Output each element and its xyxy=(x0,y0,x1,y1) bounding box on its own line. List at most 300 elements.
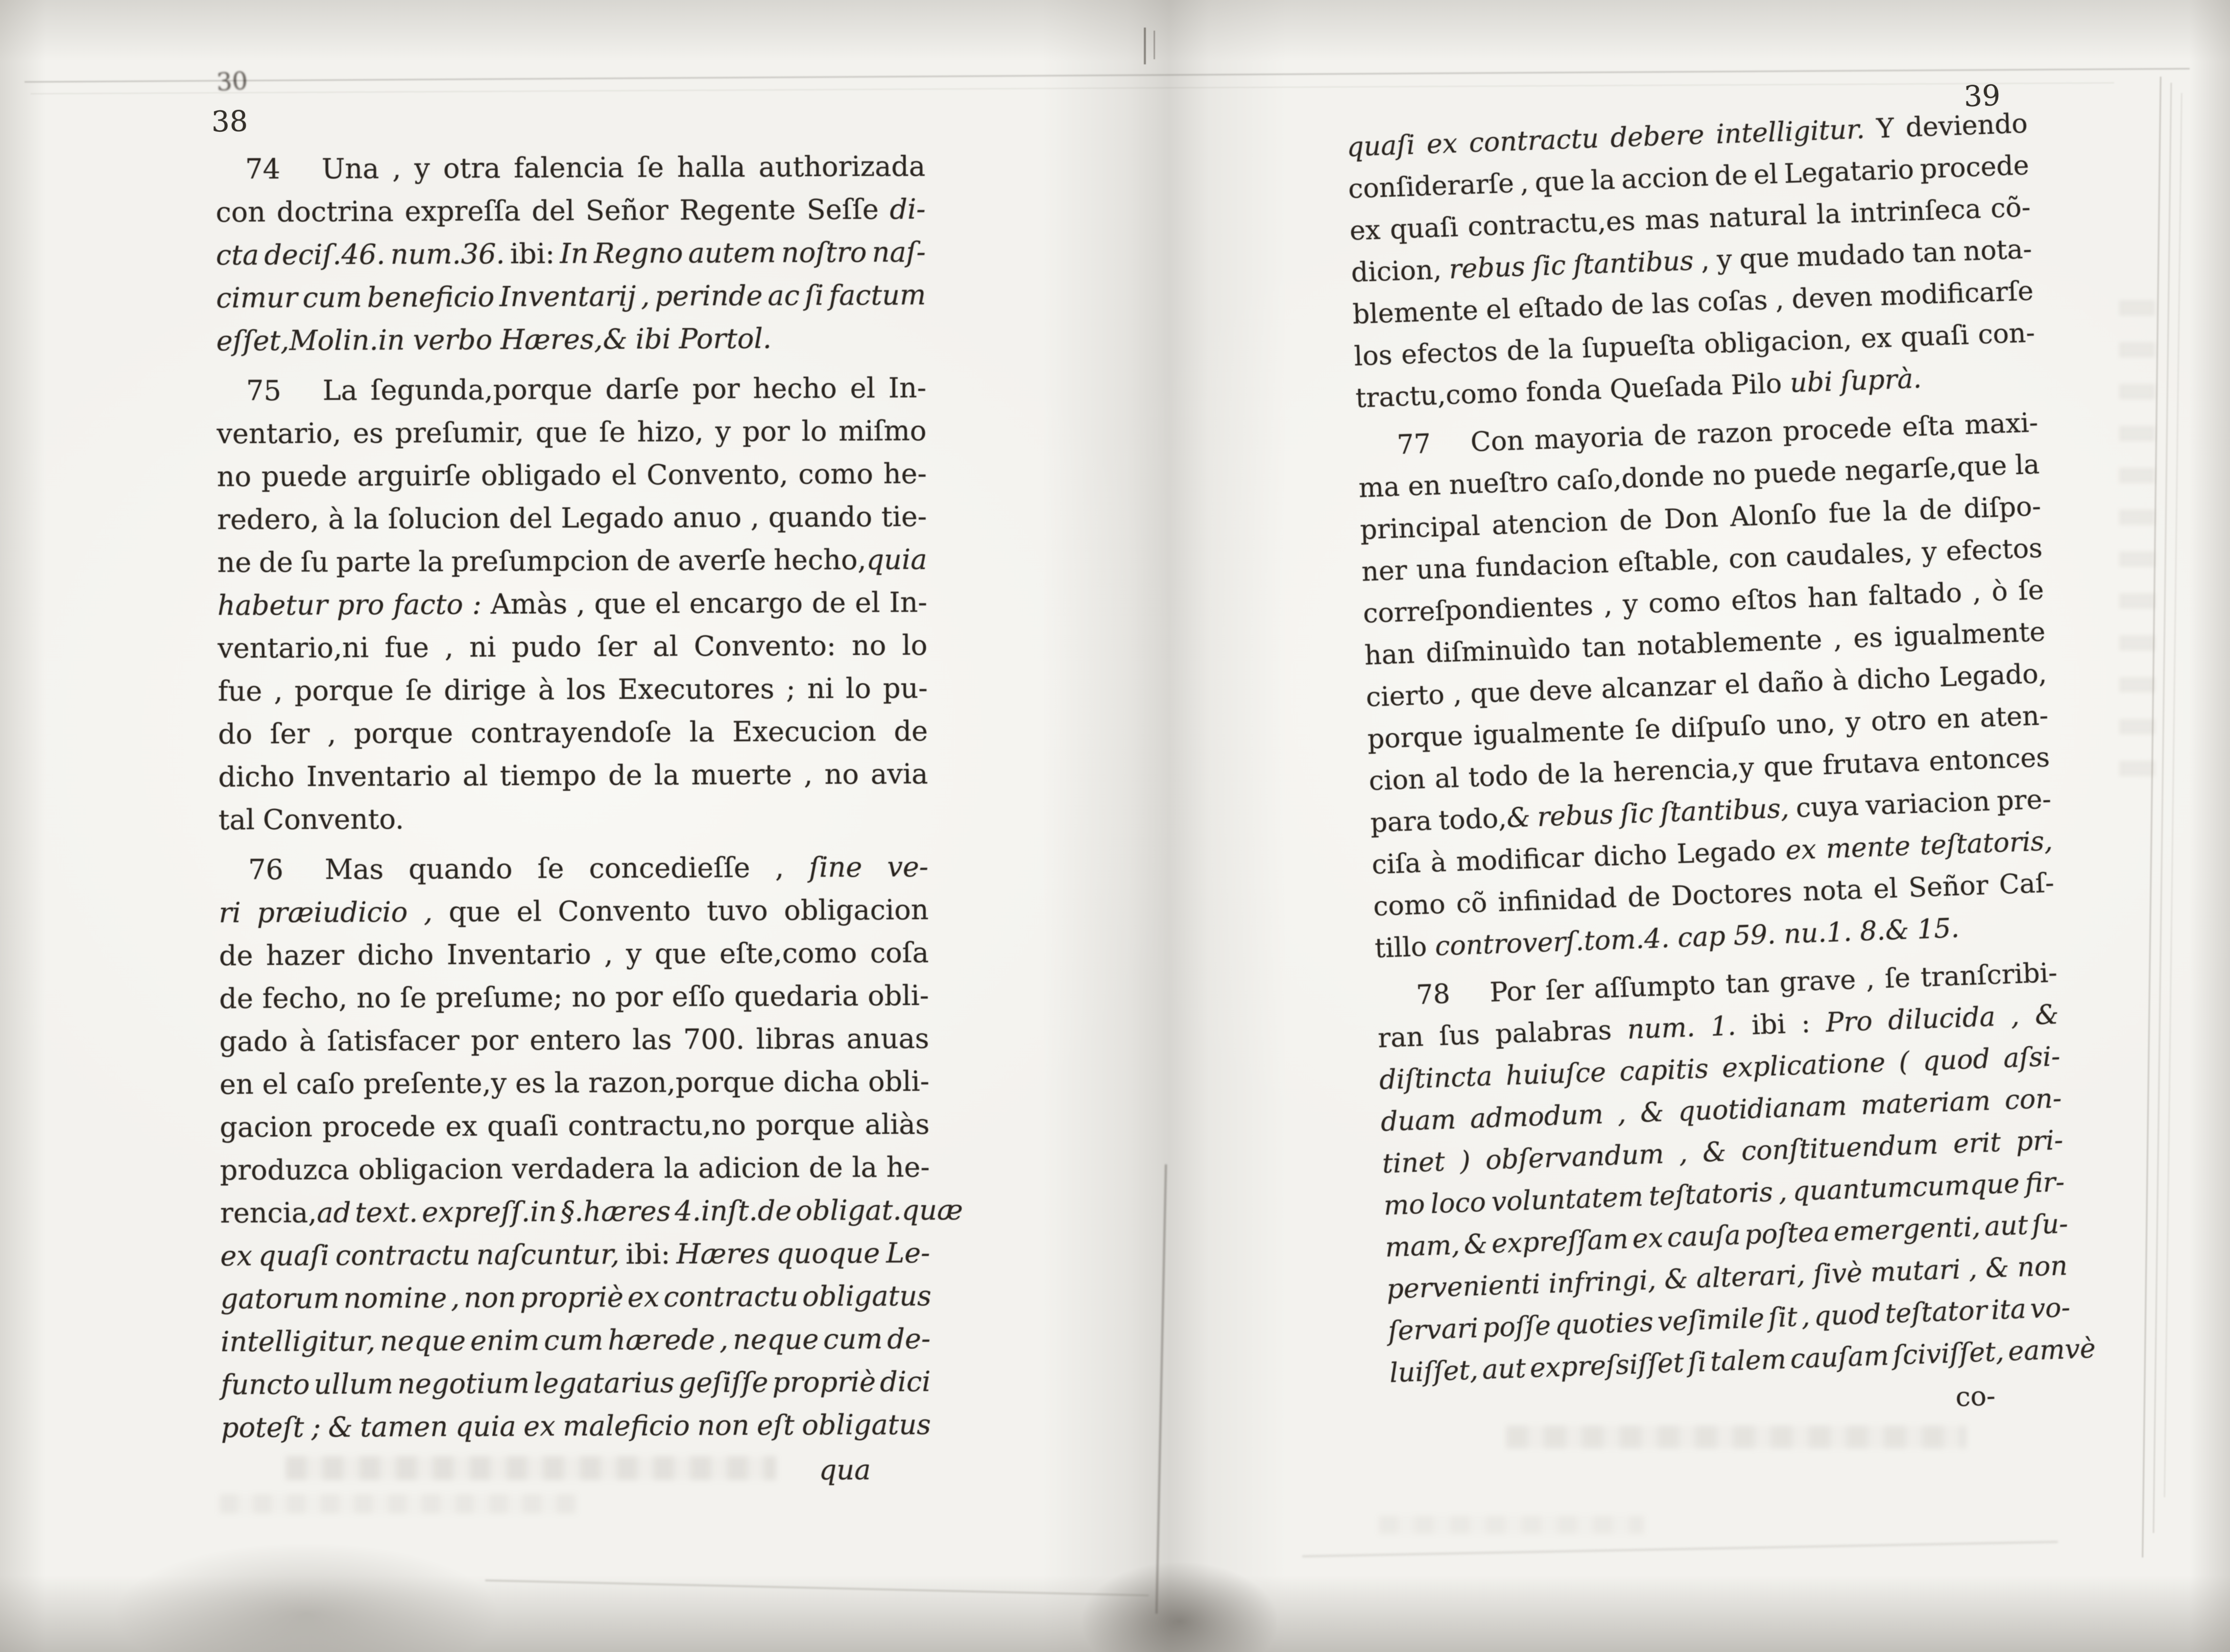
word-token: que xyxy=(594,587,646,620)
gutter-tick-mark xyxy=(1154,31,1155,59)
word-token: porque xyxy=(755,1108,855,1141)
word-token: ſe xyxy=(637,151,664,184)
word-token: ſi xyxy=(804,279,824,312)
word-token: las xyxy=(1651,288,1690,320)
word-token: igualmente xyxy=(1473,715,1625,752)
word-token: habetur xyxy=(217,589,328,621)
bottom-left-shadow xyxy=(112,1542,500,1652)
word-token: porque xyxy=(294,674,394,707)
word-token: ſciviſſet, xyxy=(1892,1336,2005,1372)
word-token: , xyxy=(604,938,613,970)
word-token: quaſi xyxy=(258,1239,329,1272)
word-token: contrayendoſe xyxy=(470,716,672,749)
word-token: & xyxy=(1984,1253,2010,1284)
paragraph xyxy=(219,846,963,1449)
word-token: preſumpcion xyxy=(451,544,629,578)
word-token: neque xyxy=(733,1323,819,1356)
word-token: 4.inſt.de xyxy=(675,1194,792,1228)
word-token: ad xyxy=(317,1196,351,1229)
word-token: nomine xyxy=(343,1282,447,1314)
word-token: fue xyxy=(385,631,429,664)
word-token: à xyxy=(299,1025,316,1058)
word-token: los xyxy=(566,673,606,706)
page-top-edge-line-faint xyxy=(31,82,2114,94)
word-token: , xyxy=(1833,624,1843,655)
word-token: ſic xyxy=(1619,798,1654,830)
word-token: de xyxy=(1506,335,1540,367)
word-token: naſcuntur, xyxy=(476,1238,620,1271)
word-token: faltado xyxy=(1867,578,1963,612)
word-token: falencia xyxy=(514,151,625,184)
word-token: puede xyxy=(1753,456,1837,490)
word-token: non xyxy=(464,1281,516,1314)
word-token: Legatario xyxy=(1783,154,1914,190)
page-top-edge-line xyxy=(25,68,2190,83)
word-token: fundacion xyxy=(1475,548,1610,584)
word-token: & xyxy=(1506,802,1531,834)
word-token: nota- xyxy=(1962,234,2033,267)
word-token: legatarius xyxy=(533,1367,675,1400)
word-token: propriè xyxy=(520,1281,624,1314)
word-token: , xyxy=(576,587,586,620)
word-token: ni xyxy=(469,631,496,663)
word-token: por xyxy=(615,980,663,1013)
word-token: pu- xyxy=(882,672,928,705)
word-token: , xyxy=(1603,590,1613,621)
word-token: atencion xyxy=(1491,506,1609,541)
word-token: Hæres,& xyxy=(500,323,628,356)
word-token: procede xyxy=(1920,150,2030,185)
word-token: cum xyxy=(823,1323,883,1355)
text-line xyxy=(217,452,927,498)
word-token: ſe xyxy=(1634,714,1661,746)
word-token: , xyxy=(1678,1138,1688,1169)
word-token: noſtro xyxy=(781,236,867,269)
word-token: à xyxy=(538,674,555,706)
word-token: Legado xyxy=(561,501,664,535)
word-token: y xyxy=(715,415,731,448)
word-token: lo xyxy=(902,629,928,662)
text-line xyxy=(216,317,926,363)
word-token: alterari, xyxy=(1695,1260,1806,1295)
text-line xyxy=(218,753,928,799)
word-token: text. xyxy=(355,1196,418,1229)
word-token: §.hæres xyxy=(561,1195,671,1228)
word-token: ventario,ni xyxy=(218,631,369,664)
word-token: Señor xyxy=(585,194,668,227)
gutter-shadow xyxy=(1042,0,1287,1652)
text-line xyxy=(221,1318,930,1363)
word-token: como xyxy=(1373,889,1446,923)
word-token: ; xyxy=(786,673,796,705)
word-token: tuvo xyxy=(707,894,768,927)
word-token: obligacion xyxy=(784,893,929,927)
word-token: eſte,como xyxy=(719,937,857,970)
word-token: , xyxy=(392,152,401,185)
word-token: pervenienti xyxy=(1386,1269,1541,1305)
word-token: quantumcumque xyxy=(1792,1168,2020,1207)
word-token: accion xyxy=(1621,161,1709,196)
word-token: perinde xyxy=(655,279,763,313)
word-token: parte xyxy=(336,545,411,578)
word-token: otra xyxy=(443,152,501,185)
word-token: gacion xyxy=(220,1111,313,1143)
word-token: enim xyxy=(470,1324,540,1357)
word-token: dici xyxy=(880,1365,931,1398)
word-token: eſta xyxy=(1902,410,1955,443)
word-token: no xyxy=(1712,460,1746,492)
word-token: 8.& xyxy=(1859,915,1910,947)
text-line xyxy=(218,581,927,627)
word-token: neque xyxy=(379,1324,466,1357)
word-token: intrinſeca xyxy=(1850,194,1982,229)
word-token: ibi: xyxy=(626,1238,670,1271)
word-token: obligacion, xyxy=(1704,324,1853,360)
word-token: doctrina xyxy=(276,195,394,228)
word-token: cta xyxy=(215,238,259,271)
word-token: teſtator xyxy=(1884,1295,1988,1330)
text-line xyxy=(221,1360,930,1406)
word-token: ſegunda,porque xyxy=(370,373,592,406)
word-token: anuo xyxy=(673,501,742,534)
word-token: uno, xyxy=(1776,708,1836,741)
word-token: y xyxy=(626,938,642,970)
text-line xyxy=(219,931,929,977)
word-token: fue xyxy=(1828,497,1872,530)
word-token: contractu xyxy=(663,1280,799,1313)
word-token: 1. xyxy=(1710,1011,1737,1043)
word-token: dicho xyxy=(357,939,434,971)
word-token: daño xyxy=(1757,666,1825,700)
word-token: præiudicio xyxy=(257,896,408,929)
word-token: expreſſam xyxy=(1491,1224,1629,1260)
word-token: averſe xyxy=(678,544,766,577)
word-token: Caſ- xyxy=(1998,868,2055,901)
word-token: ibi xyxy=(1751,1009,1786,1041)
page-number-right: 39 xyxy=(1963,79,2001,114)
word-token: ſer xyxy=(597,630,637,663)
word-token: 15. xyxy=(1916,913,1960,945)
word-token: dicho xyxy=(218,760,295,793)
word-token: muerte xyxy=(691,758,793,791)
word-token: quia xyxy=(866,543,927,576)
word-token: quando xyxy=(768,500,873,534)
right-edge-shadow xyxy=(2189,0,2230,1652)
text-line xyxy=(218,710,928,756)
word-token: eſſet,Molin.in xyxy=(216,324,405,357)
word-token: In xyxy=(560,237,589,270)
word-token: , xyxy=(641,280,650,313)
word-token: eſſo xyxy=(672,980,726,1013)
word-token: talem xyxy=(1710,1344,1787,1378)
word-token: en xyxy=(1936,703,1971,735)
word-token: infringi, xyxy=(1548,1265,1657,1300)
text-line xyxy=(220,1146,930,1192)
word-token: es xyxy=(352,417,383,449)
word-token: una xyxy=(1416,553,1467,586)
word-token: por xyxy=(742,415,790,448)
paragraph xyxy=(1356,402,2056,970)
text-line xyxy=(220,1189,963,1235)
page-number-left: 38 xyxy=(211,105,248,139)
ghost-page-number: 30 xyxy=(215,66,249,97)
left-page-text-block xyxy=(215,145,963,1494)
word-token: entero xyxy=(530,1023,621,1057)
word-token: Regente xyxy=(679,194,796,227)
word-token: ſe xyxy=(537,852,564,885)
word-token: Queſada xyxy=(1609,370,1723,405)
word-token: en xyxy=(219,1068,254,1100)
word-token: la xyxy=(654,759,680,792)
word-token: hecho xyxy=(753,372,837,405)
word-token: ex xyxy=(523,1410,556,1443)
word-token: variacion xyxy=(1865,786,1991,822)
word-token: aut xyxy=(1984,1210,2029,1242)
word-token: tan xyxy=(1725,968,1770,1000)
text-line xyxy=(218,667,927,713)
word-token: ſu xyxy=(300,546,329,579)
word-token: que xyxy=(1739,242,1790,275)
word-token: nueſtro xyxy=(1448,466,1549,501)
word-token: poteſt xyxy=(221,1411,304,1444)
word-token: de xyxy=(1714,160,1748,192)
word-token: dicha xyxy=(783,1065,860,1098)
word-token: In- xyxy=(888,371,927,404)
word-token: cum xyxy=(302,281,362,314)
word-token: non xyxy=(697,1409,750,1442)
word-token: , xyxy=(2010,1001,2020,1032)
word-token: no xyxy=(217,460,252,493)
word-token: he- xyxy=(883,457,927,490)
word-token: el xyxy=(1724,669,1749,701)
word-token: deve xyxy=(1528,674,1593,708)
word-token: y xyxy=(1716,244,1733,276)
word-token: negarſe,que xyxy=(1844,450,2008,487)
word-token: y xyxy=(1845,707,1861,738)
word-token: que xyxy=(448,895,501,928)
word-token: à xyxy=(1430,847,1447,879)
word-token: el xyxy=(611,459,637,491)
word-token: ſit xyxy=(1767,1302,1798,1334)
word-token: fonda xyxy=(1525,374,1602,409)
word-token: el xyxy=(1485,294,1511,326)
word-token: & xyxy=(1463,1229,1489,1261)
word-token: hecho,quia xyxy=(774,543,927,577)
word-token: geſiſſe xyxy=(678,1366,769,1399)
word-token: ex xyxy=(1860,322,1892,355)
word-token: ventario, xyxy=(217,417,342,450)
word-token: ac xyxy=(768,279,800,312)
text-line xyxy=(219,889,928,935)
word-token: tillo xyxy=(1374,931,1428,965)
word-token: tractu,como xyxy=(1355,377,1519,414)
word-token: aſsi- xyxy=(2003,1041,2061,1074)
word-token: mutari xyxy=(1870,1254,1961,1288)
word-token: ullum xyxy=(314,1368,394,1401)
word-token: ſe xyxy=(1884,963,1911,995)
word-token: ſer xyxy=(270,717,310,750)
word-token: quaſi xyxy=(487,1110,559,1142)
word-token: obligado xyxy=(481,459,602,492)
word-token: , xyxy=(423,896,433,928)
word-token: de xyxy=(259,546,293,579)
word-token: quod xyxy=(1813,1299,1882,1332)
word-token: , xyxy=(327,717,337,750)
word-token: de xyxy=(1919,494,1953,526)
word-token: ex xyxy=(627,1281,660,1313)
word-token: preſume; xyxy=(436,981,563,1014)
word-token: cierto xyxy=(1365,679,1445,713)
word-token: halla xyxy=(677,151,746,184)
word-token: ni xyxy=(807,672,834,705)
word-token: , xyxy=(1778,1177,1788,1208)
word-token: del xyxy=(532,194,575,227)
word-token: caudales, xyxy=(1785,537,1913,573)
word-token: gatorum xyxy=(220,1282,340,1315)
word-token: voluntatem xyxy=(1491,1181,1644,1218)
word-token: al xyxy=(1434,763,1460,795)
word-token: nota xyxy=(1802,874,1863,907)
word-token: 74 Una xyxy=(245,152,379,185)
text-line xyxy=(221,1275,930,1321)
word-token: libras xyxy=(756,1022,835,1056)
word-token: las xyxy=(632,1023,672,1056)
word-token: eſt xyxy=(756,1409,795,1442)
word-token: como xyxy=(1648,586,1721,619)
bottom-edge-shadow xyxy=(0,1575,2230,1652)
word-token: que xyxy=(1470,677,1521,710)
gutter-crease-line xyxy=(1156,1164,1167,1614)
text-line xyxy=(219,846,928,892)
text-line xyxy=(217,495,927,541)
word-token: la xyxy=(852,1151,878,1184)
word-token: todo,& xyxy=(1438,802,1531,836)
word-token: de xyxy=(1653,420,1687,452)
word-token: quedaria xyxy=(734,979,859,1013)
word-token: natural xyxy=(1708,200,1808,234)
gutter-tick-mark xyxy=(1144,28,1146,64)
word-token: principal xyxy=(1359,511,1481,546)
word-token: Le- xyxy=(886,1236,930,1270)
word-token: miſmo xyxy=(838,414,927,447)
word-token: ſupueſta xyxy=(1581,329,1696,365)
word-token: qua xyxy=(819,1453,871,1486)
word-token: frutava xyxy=(1822,747,1921,781)
word-token: hizo, xyxy=(637,415,704,448)
word-token: notablemente xyxy=(1636,625,1823,662)
word-token: Convento, xyxy=(646,458,788,491)
word-token: , xyxy=(274,675,283,707)
word-token: quotidianam xyxy=(1677,1090,1848,1128)
word-token: por xyxy=(692,372,740,405)
word-token: deven xyxy=(1791,281,1873,315)
show-through-smudge xyxy=(220,1494,577,1514)
word-token: contractu xyxy=(1468,123,1599,159)
word-token: ſe xyxy=(2018,574,2045,607)
word-token: tranſcribi- xyxy=(1920,957,2058,993)
word-token: admodum xyxy=(1469,1099,1604,1135)
word-token: es xyxy=(515,1067,546,1099)
word-token: quaſi xyxy=(1900,320,1970,353)
word-token: In- xyxy=(889,586,927,619)
word-token: intelligitur. xyxy=(1715,114,1865,150)
word-token: de xyxy=(219,982,253,1015)
word-token: dicion, xyxy=(1350,254,1442,289)
word-token: luiſſet, xyxy=(1389,1355,1479,1389)
text-line xyxy=(218,624,927,670)
word-token: con xyxy=(1728,542,1778,575)
word-token: no xyxy=(356,981,391,1014)
word-token: lo xyxy=(801,415,827,447)
word-token: ; xyxy=(311,1411,321,1444)
word-token: 700. xyxy=(683,1023,745,1056)
word-token: es xyxy=(1853,622,1883,654)
word-token: en xyxy=(1407,470,1442,502)
word-token: eamvè xyxy=(2007,1333,2096,1368)
word-token: negotium xyxy=(397,1367,530,1400)
word-token: el xyxy=(262,1068,288,1100)
word-token: aliàs xyxy=(865,1108,930,1141)
word-token: ma xyxy=(1358,471,1401,504)
word-token: mam, xyxy=(1384,1230,1460,1263)
word-token: ſivè xyxy=(1812,1258,1863,1290)
word-token: coſas xyxy=(1697,285,1768,319)
word-token: quod xyxy=(1922,1044,1991,1077)
word-token: Pro xyxy=(1825,1006,1873,1039)
paragraph xyxy=(217,367,928,842)
word-token: Inventario xyxy=(446,938,591,971)
word-token: ſuprà. xyxy=(1840,363,1923,397)
word-token: el xyxy=(1873,873,1899,905)
word-token: la xyxy=(1548,333,1574,366)
page-stack-edge-line xyxy=(2164,93,2183,1497)
word-token: ne xyxy=(217,546,252,579)
word-token: vo- xyxy=(2029,1292,2071,1325)
word-token: no xyxy=(824,758,859,791)
word-token: cauſam xyxy=(1789,1340,1889,1375)
word-token: diſpo- xyxy=(1963,491,2042,525)
word-token: ) xyxy=(1459,1145,1471,1177)
word-token: eſtado xyxy=(1517,291,1604,325)
word-token: rebus xyxy=(1537,799,1614,833)
word-token: Convento. xyxy=(262,803,404,836)
word-token: facto xyxy=(393,588,464,621)
word-token: beneficio xyxy=(367,280,495,314)
word-token: duam xyxy=(1380,1104,1457,1138)
word-token: quia xyxy=(455,1410,516,1443)
word-token: preſumir, xyxy=(395,416,524,449)
word-token: maxi- xyxy=(1964,408,2039,441)
word-token: obli- xyxy=(868,1065,930,1098)
paragraph xyxy=(1346,103,2037,419)
word-token: quaſi xyxy=(1346,130,1416,163)
word-token: explicatione xyxy=(1721,1047,1886,1084)
word-token: entonces xyxy=(1928,742,2050,777)
word-token: redero, xyxy=(217,503,320,536)
word-token: lo xyxy=(845,672,871,705)
word-token: ubi xyxy=(1789,367,1833,399)
word-token: expreſſa xyxy=(404,195,521,228)
word-token: igualmente xyxy=(1893,616,2046,653)
word-token: contractu,no xyxy=(568,1109,746,1142)
word-token: para xyxy=(1370,805,1432,839)
word-token: Amàs xyxy=(490,588,568,620)
word-token: , xyxy=(750,501,760,534)
word-token: functo xyxy=(221,1368,310,1401)
word-token: ( xyxy=(1898,1046,1910,1078)
word-token: fir- xyxy=(2024,1167,2065,1199)
text-line xyxy=(216,274,926,320)
